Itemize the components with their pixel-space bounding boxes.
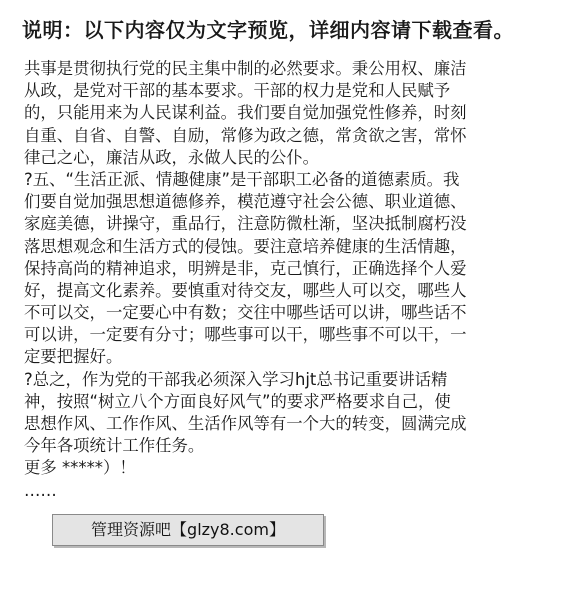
body-line: 从政，是党对干部的基本要求。干部的权力是党和人民赋予	[24, 81, 451, 101]
preview-notice: 说明：以下内容仅为文字预览，详细内容请下载查看。	[22, 18, 514, 42]
body-line: 思想作风、工作作风、生活作风等有一个大的转变，圆满完成	[24, 414, 467, 433]
body-line: 自重、自省、自警、自励，常修为政之德，常贪欲之害，常怀	[24, 125, 467, 145]
body-line: ……	[24, 480, 57, 500]
body-line: ?总之，作为党的干部我必须深入学习hjt总书记重要讲话精	[24, 369, 448, 389]
body-line: 落思想观念和生活方式的侵蚀。要注意培养健康的生活情趣，	[24, 236, 467, 256]
document-body	[24, 58, 564, 502]
body-line: 家庭美德，讲操守，重品行，注意防微杜渐，坚决抵制腐朽没	[24, 214, 467, 234]
body-line: 好，提高文化素养。要慎重对待交友，哪些人可以交，哪些人	[24, 280, 467, 300]
body-line: 律己之心，廉洁从政，永做人民的公仆。	[24, 147, 320, 167]
body-line: 保持高尚的精神追求，明辨是非，克己慎行，正确选择个人爱	[24, 258, 467, 278]
body-line: 神，按照“树立八个方面良好风气”的要求严格要求自己，使	[24, 391, 451, 411]
body-line: ?五、“生活正派、情趣健康”是干部职工必备的道德素质。我	[24, 169, 460, 189]
body-line: 今年各项统计工作任务。	[24, 436, 205, 456]
body-line: 共事是贯彻执行党的民主集中制的必然要求。秉公用权、廉洁	[24, 59, 467, 78]
body-line: 定要把握好。	[24, 347, 123, 367]
body-line: 更多 *****）！	[24, 458, 136, 478]
body-line: 们要自觉加强思想道德修养，模范遵守社会公德、职业道德、	[24, 192, 467, 212]
body-line: 不可以交，一定要心中有数；交往中哪些话可以讲，哪些话不	[24, 303, 467, 323]
body-line: 可以讲，一定要有分寸；哪些事可以干，哪些事不可以干，一	[24, 325, 467, 345]
site-watermark: 管理资源吧【glzy8.com】	[52, 514, 324, 546]
body-line: 的，只能用来为人民谋利益。我们要自觉加强党性修养，时刻	[24, 103, 467, 123]
